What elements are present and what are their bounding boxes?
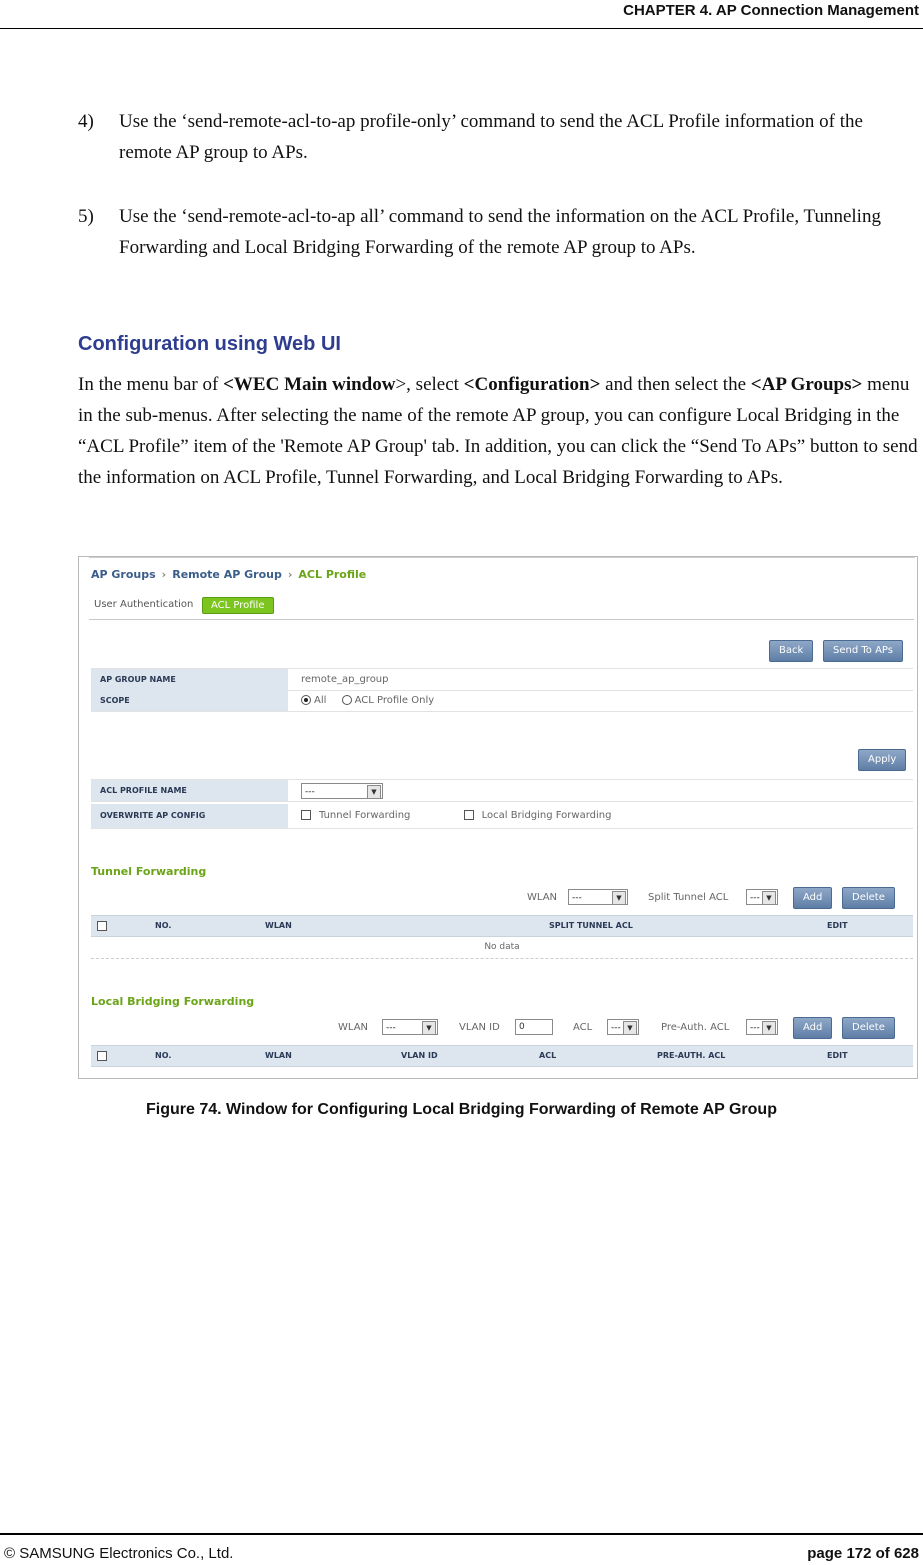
acl-label: ACL (573, 1022, 593, 1033)
tab-acl-profile[interactable]: ACL Profile (202, 597, 274, 614)
tunnel-no-data: No data (91, 936, 913, 959)
local-delete-button[interactable]: Delete (842, 1017, 895, 1039)
chevron-down-icon: ▼ (762, 891, 776, 905)
select-value: --- (750, 893, 760, 903)
col-vlan-id: VLAN ID (401, 1051, 438, 1060)
vlan-id-input[interactable]: 0 (515, 1019, 553, 1035)
scope-options (301, 690, 434, 711)
local-select-all-checkbox[interactable] (97, 1051, 107, 1061)
page-footer (0, 1533, 923, 1562)
overwrite-local-checkbox[interactable] (464, 810, 474, 820)
chevron-down-icon: ▼ (612, 891, 626, 905)
group-name-value: remote_ap_group (301, 674, 389, 685)
breadcrumb-acl-profile: ACL Profile (298, 568, 367, 581)
local-wlan-select[interactable] (382, 1019, 438, 1035)
chevron-right-icon: › (287, 568, 293, 581)
breadcrumb-ap-groups[interactable]: AP Groups (91, 568, 156, 581)
sub-tabs (89, 593, 914, 620)
apply-button[interactable]: Apply (858, 749, 906, 771)
select-value: --- (386, 1023, 396, 1033)
section-paragraph (78, 369, 923, 493)
pre-auth-acl-select[interactable] (746, 1019, 778, 1035)
local-add-button[interactable]: Add (793, 1017, 832, 1039)
step-text: Use the ‘send-remote-acl-to-ap all’ command to send the information on the ACL Profile, Tunneling Forwarding and Local Bridging Forwarding of the remote AP group to APs. (119, 206, 881, 258)
col-edit: EDIT (827, 921, 848, 930)
col-pre-auth-acl: PRE-AUTH. ACL (657, 1051, 726, 1060)
vlan-id-label: VLAN ID (459, 1022, 500, 1033)
split-tunnel-acl-label: Split Tunnel ACL (648, 892, 729, 903)
chapter-title: CHAPTER 4. AP Connection Management (623, 2, 919, 19)
step-text: Use the ‘send-remote-acl-to-ap profile-only’ command to send the ACL Profile information of the remote AP group to APs. (119, 111, 863, 163)
para-text: In the menu bar of (78, 374, 224, 395)
acl-select[interactable] (607, 1019, 639, 1035)
chevron-right-icon: › (161, 568, 167, 581)
acl-profile-row (91, 779, 913, 802)
scope-acl-radio[interactable] (342, 695, 352, 705)
tunnel-delete-button[interactable]: Delete (842, 887, 895, 909)
tunnel-wlan-select[interactable] (568, 889, 628, 905)
step-number: 5) (78, 206, 94, 227)
tunnel-forwarding-title: Tunnel Forwarding (91, 865, 207, 878)
overwrite-local-label: Local Bridging Forwarding (481, 810, 612, 821)
scope-label: SCOPE (91, 690, 288, 711)
scope-all-label: All (314, 695, 327, 706)
select-value: --- (572, 893, 582, 903)
scope-all-radio[interactable] (301, 695, 311, 705)
select-value: --- (750, 1023, 760, 1033)
scope-acl-label: ACL Profile Only (354, 695, 435, 706)
col-no: NO. (155, 921, 172, 930)
overwrite-tunnel-checkbox[interactable] (301, 810, 311, 820)
split-tunnel-acl-select[interactable] (746, 889, 778, 905)
tunnel-table-header (91, 915, 913, 937)
overwrite-row (91, 804, 913, 829)
local-bridging-title: Local Bridging Forwarding (91, 995, 255, 1008)
select-value: --- (305, 787, 315, 797)
tab-user-authentication[interactable]: User Authentication (94, 599, 194, 610)
copyright: © SAMSUNG Electronics Co., Ltd. (4, 1545, 234, 1562)
para-bold: <Configuration> (463, 374, 601, 395)
tunnel-wlan-label: WLAN (527, 892, 558, 903)
overwrite-options (301, 804, 611, 828)
chevron-down-icon: ▼ (422, 1021, 436, 1035)
para-text: menu in the sub-menus. After selecting the name of the remote AP group, you can configure Local Bridging in the “ACL Profile” item of the 'Remote AP Group' tab. In addition, you can click the “Send To APs” button to send the information on ACL Profile, Tunnel Forwarding, and Local Bridging Forwarding to APs. (78, 374, 918, 488)
step-number: 4) (78, 111, 94, 132)
step-4 (78, 106, 913, 168)
send-to-aps-button[interactable]: Send To APs (823, 640, 903, 662)
chevron-down-icon: ▼ (762, 1021, 776, 1035)
top-tab-strip (89, 557, 915, 561)
para-bold: <WEC Main window (223, 374, 396, 395)
chevron-down-icon: ▼ (623, 1021, 637, 1035)
pre-auth-acl-label: Pre-Auth. ACL (661, 1022, 730, 1033)
col-wlan: WLAN (265, 1051, 292, 1060)
group-name-row (91, 668, 913, 691)
para-text: >, select (395, 374, 464, 395)
local-wlan-label: WLAN (338, 1022, 369, 1033)
col-no: NO. (155, 1051, 172, 1060)
col-split-tunnel-acl: SPLIT TUNNEL ACL (549, 921, 633, 930)
acl-profile-select[interactable] (301, 783, 383, 799)
col-acl: ACL (539, 1051, 557, 1060)
page-number: page 172 of 628 (807, 1545, 919, 1562)
para-text: and then select the (600, 374, 751, 395)
tunnel-add-button[interactable]: Add (793, 887, 832, 909)
breadcrumb-remote-ap-group[interactable]: Remote AP Group (172, 568, 282, 581)
page-header (0, 0, 923, 29)
step-5 (78, 201, 913, 263)
scope-row (91, 690, 913, 712)
figure-caption: Figure 74. Window for Configuring Local Bridging Forwarding of Remote AP Group (146, 1101, 777, 1118)
local-table-header (91, 1045, 913, 1067)
chevron-down-icon: ▼ (367, 785, 381, 799)
tunnel-select-all-checkbox[interactable] (97, 921, 107, 931)
back-button[interactable]: Back (769, 640, 813, 662)
overwrite-tunnel-label: Tunnel Forwarding (319, 810, 411, 821)
para-bold: <AP Groups> (750, 374, 863, 395)
col-wlan: WLAN (265, 921, 292, 930)
select-value: --- (611, 1023, 621, 1033)
col-edit: EDIT (827, 1051, 848, 1060)
overwrite-label: OVERWRITE AP CONFIG (91, 804, 288, 828)
group-name-label: AP GROUP NAME (91, 669, 288, 690)
section-heading: Configuration using Web UI (78, 333, 341, 355)
acl-profile-label: ACL PROFILE NAME (91, 780, 288, 801)
breadcrumb (91, 568, 366, 581)
ui-screenshot (78, 556, 918, 1079)
